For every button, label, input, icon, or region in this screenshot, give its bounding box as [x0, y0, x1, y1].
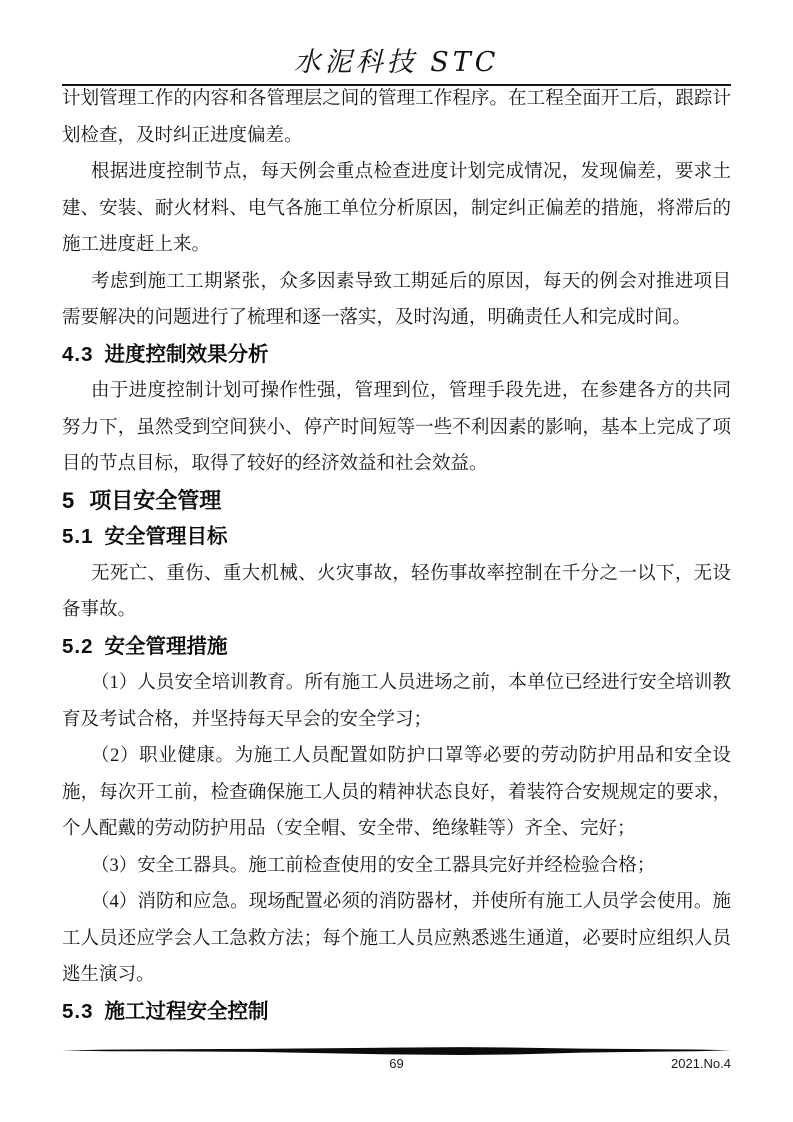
section-number: 5.2 — [62, 634, 94, 658]
section-title: 进度控制效果分析 — [104, 342, 269, 366]
document-body — [62, 81, 731, 1030]
section-number: 4.3 — [62, 342, 94, 366]
paragraph-occupational-health: （2）职业健康。为施工人员配置如防护口罩等必要的劳动防护用品和安全设施，每次开工前，检查确保施工人员的精神状态良好，着装符合安规规定的要求，个人配戴的劳动防护用品（安全帽、安全带、绝缘鞋等）齐全、完好； — [62, 746, 731, 839]
paragraph-schedule-result: 由于进度控制计划可操作性强，管理到位，管理手段先进，在参建各方的共同努力下，虽然受到空间狭小、停产时间短等一些不利因素的影响，基本上完成了项目的节点目标，取得了较好的经济效益和社会效益。 — [62, 381, 731, 474]
paragraph-schedule-check: 根据进度控制节点，每天例会重点检查进度计划完成情况，发现偏差，要求土建、安装、耐火材料、电气各施工单位分析原因，制定纠正偏差的措施，将滞后的施工进度赶上来。 — [62, 162, 731, 255]
section-title: 施工过程安全控制 — [104, 999, 269, 1023]
section-title: 安全管理目标 — [104, 525, 228, 548]
section-number: 5.1 — [62, 525, 94, 548]
section-heading-5-2 — [62, 629, 731, 666]
chapter-title: 项目安全管理 — [89, 487, 222, 513]
paragraph-safety-tools: （3）安全工器具。施工前检查使用的安全工器具完好并经检验合格； — [91, 855, 656, 876]
section-heading-5-1 — [62, 519, 731, 556]
chapter-number: 5 — [62, 487, 76, 513]
issue-number: 2021.No.4 — [671, 1056, 731, 1071]
section-heading-5-3 — [62, 994, 731, 1031]
journal-title: 水泥科技 STC — [293, 47, 500, 78]
footer-text-row — [62, 1056, 731, 1076]
chapter-heading-5 — [62, 483, 731, 520]
paragraph-fire-emergency: （4）消防和应急。现场配置必须的消防器材，并使所有施工人员学会使用。施工人员还应学会人工急救方法；每个施工人员应熟悉逃生通道，必要时应组织人员逃生演习。 — [62, 892, 731, 985]
paragraph-schedule-meeting: 考虑到施工工期紧张，众多因素导致工期延后的原因，每天的例会对推进项目需要解决的问题进行了梳理和逐一落实，及时沟通，明确责任人和完成时间。 — [62, 271, 731, 328]
paragraph-safety-goal: 无死亡、重伤、重大机械、火灾事故，轻伤事故率控制在千分之一以下，无设备事故。 — [62, 563, 731, 620]
paragraph-safety-training: （1）人员安全培训教育。所有施工人员进场之前，本单位已经进行安全培训教育及考试合格，并坚持每天早会的安全学习； — [62, 673, 731, 730]
section-heading-4-3 — [62, 337, 731, 374]
paragraph-continued: 计划管理工作的内容和各管理层之间的管理工作程序。在工程全面开工后，跟踪计划检查，及时纠正进度偏差。 — [62, 89, 731, 146]
section-title: 安全管理措施 — [104, 634, 228, 658]
section-number: 5.3 — [62, 999, 94, 1023]
page-number: 69 — [389, 1056, 404, 1071]
footer-rule — [62, 1046, 731, 1056]
